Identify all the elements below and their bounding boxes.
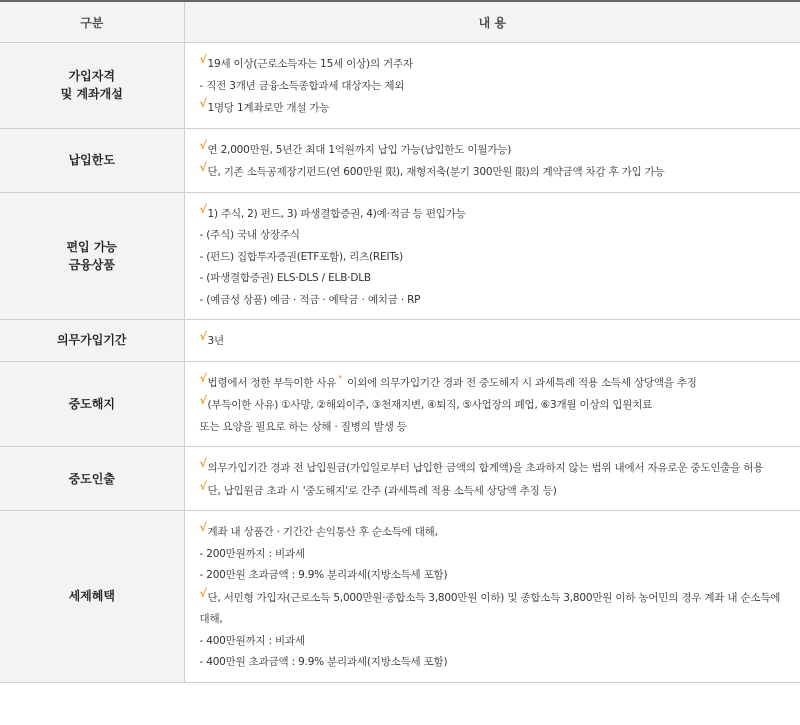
checkmark-icon: √: [199, 330, 207, 343]
item-text: 단, 서민형 가입자(근로소득 5,000만원·종합소득 3,800만원 이하) 및 종합소득 3,800만원 이하 농어민의 경우 계좌 내 순소득에 대해,: [199, 591, 781, 625]
row-label-text: 가입자격: [68, 69, 115, 84]
row-label: [0, 447, 184, 511]
table-row: [0, 320, 800, 362]
item-text: 또는 요양을 필요로 하는 상해 · 질병의 발생 등: [199, 420, 407, 433]
item-text: 단, 기존 소득공제장기펀드(연 600만원 限), 재형저축(분기 300만원 限)의 계약금액 차감 후 가입 가능: [207, 166, 665, 178]
row-label-text: 및 계좌개설: [60, 87, 123, 102]
table-row: [0, 511, 800, 683]
item-text: - (파생결합증권) ELS·DLS / ELB·DLB: [199, 272, 371, 284]
checked-item: [200, 161, 791, 184]
checkmark-icon: √: [199, 586, 207, 600]
checkmark-icon: √: [199, 457, 207, 470]
sub-item: [200, 544, 791, 566]
sub-item: [200, 565, 791, 587]
checked-item: [200, 330, 791, 353]
row-label-text: 편입 가능: [66, 239, 118, 254]
checked-item: [200, 587, 791, 631]
checkmark-icon: √: [199, 138, 207, 152]
row-content: [184, 361, 800, 447]
item-text: 연 2,000만원, 5년간 최대 1억원까지 납입 가능(납입한도 이월가능): [207, 143, 512, 156]
item-text: - 200만원 초과금액 : 9.9% 분리과세(지방소득세 포함): [199, 569, 448, 581]
footnote-marker: *: [338, 373, 343, 383]
item-text: 법령에서 정한 부득이한 사유: [207, 376, 337, 389]
checkmark-icon: √: [199, 161, 207, 174]
table-header-row: [0, 1, 800, 43]
row-content: [184, 192, 800, 320]
table-row: [0, 361, 800, 447]
header-content: 내 용: [184, 1, 800, 43]
item-text: 의무가입기간 경과 전 납입원금(가입일로부터 납입한 금액의 합계액)을 초과하지 않는 범위 내에서 자유로운 중도인출을 허용: [207, 462, 764, 474]
sub-item: [200, 268, 791, 290]
row-label-text: 중도해지: [68, 396, 115, 411]
row-label-text: 금융상품: [68, 257, 115, 272]
checked-item: [200, 521, 791, 544]
checked-item: [200, 139, 791, 162]
row-label-text: 중도인출: [68, 471, 115, 486]
checkmark-icon: √: [199, 521, 207, 534]
item-text: 1명당 1계좌로만 개설 가능: [207, 102, 330, 114]
item-text: - 400만원 초과금액 : 9.9% 분리과세(지방소득세 포함): [199, 656, 448, 668]
checkmark-icon: √: [199, 394, 207, 407]
sub-item: [200, 290, 791, 312]
sub-item: [200, 247, 791, 269]
item-text: 계좌 내 상품간 · 기간간 손익통산 후 순소득에 대해,: [207, 526, 438, 538]
checked-item: [200, 53, 791, 76]
row-label-text: 세제혜택: [68, 589, 115, 604]
sub-item: [200, 652, 791, 674]
checked-item: [200, 372, 791, 395]
checked-item: [200, 480, 791, 503]
item-text: - 직전 3개년 금융소득종합과세 대상자는 제외: [199, 79, 405, 92]
row-label: [0, 320, 184, 362]
row-label: [0, 192, 184, 320]
item-text: 3년: [207, 335, 224, 347]
row-content: [184, 447, 800, 511]
row-label: [0, 128, 184, 192]
checkmark-icon: √: [199, 202, 207, 216]
item-text: - (예금성 상품) 예금 · 적금 · 예탁금 · 예치금 · RP: [199, 293, 421, 306]
checkmark-icon: √: [199, 97, 207, 110]
row-label: [0, 511, 184, 683]
checkmark-icon: √: [199, 371, 207, 385]
checked-item: [200, 394, 791, 417]
item-text: - (주식) 국내 상장주식: [199, 229, 300, 241]
header-category: 구분: [0, 1, 184, 43]
item-text: - 400만원까지 : 비과세: [199, 634, 305, 647]
row-label-text: 의무가입기간: [56, 333, 127, 348]
row-content: [184, 128, 800, 192]
checked-item: [200, 457, 791, 480]
checked-item: [200, 97, 791, 120]
checkmark-icon: √: [199, 53, 207, 66]
row-label-text: 납입한도: [68, 153, 115, 167]
item-text-continued: 이외에 의무가입기간 경과 전 중도해지 시 과세특례 적용 소득세 상당액을 추징: [344, 376, 697, 389]
checked-item: [200, 203, 791, 226]
item-text: (부득이한 사유) ①사망, ②해외이주, ③천재지변, ④퇴직, ⑤사업장의 폐업, ⑥3개월 이상의 입원치료: [207, 399, 653, 411]
sub-item: [200, 225, 791, 247]
item-text: 1) 주식, 2) 펀드, 3) 파생결합증권, 4)예·적금 등 편입가능: [207, 207, 466, 220]
table-row: [0, 192, 800, 320]
item-text: 단, 납입원금 초과 시 '중도해지'로 간주 (과세특례 적용 소득세 상당액 추징 등): [207, 484, 557, 497]
item-text: - (펀드) 집합투자증권(ETF포함), 리츠(REITs): [199, 250, 403, 263]
sub-item: [200, 417, 791, 439]
item-text: 19세 이상(근로소득자는 15세 이상)의 거주자: [207, 58, 413, 70]
checkmark-icon: √: [199, 479, 207, 493]
row-content: [184, 43, 800, 129]
row-label: [0, 361, 184, 447]
row-content: [184, 511, 800, 683]
table-row: [0, 447, 800, 511]
row-label: [0, 43, 184, 129]
table-row: [0, 43, 800, 129]
sub-item: [200, 631, 791, 653]
row-content: [184, 320, 800, 362]
table-row: [0, 128, 800, 192]
item-text: - 200만원까지 : 비과세: [199, 547, 305, 560]
sub-item: [200, 76, 791, 98]
